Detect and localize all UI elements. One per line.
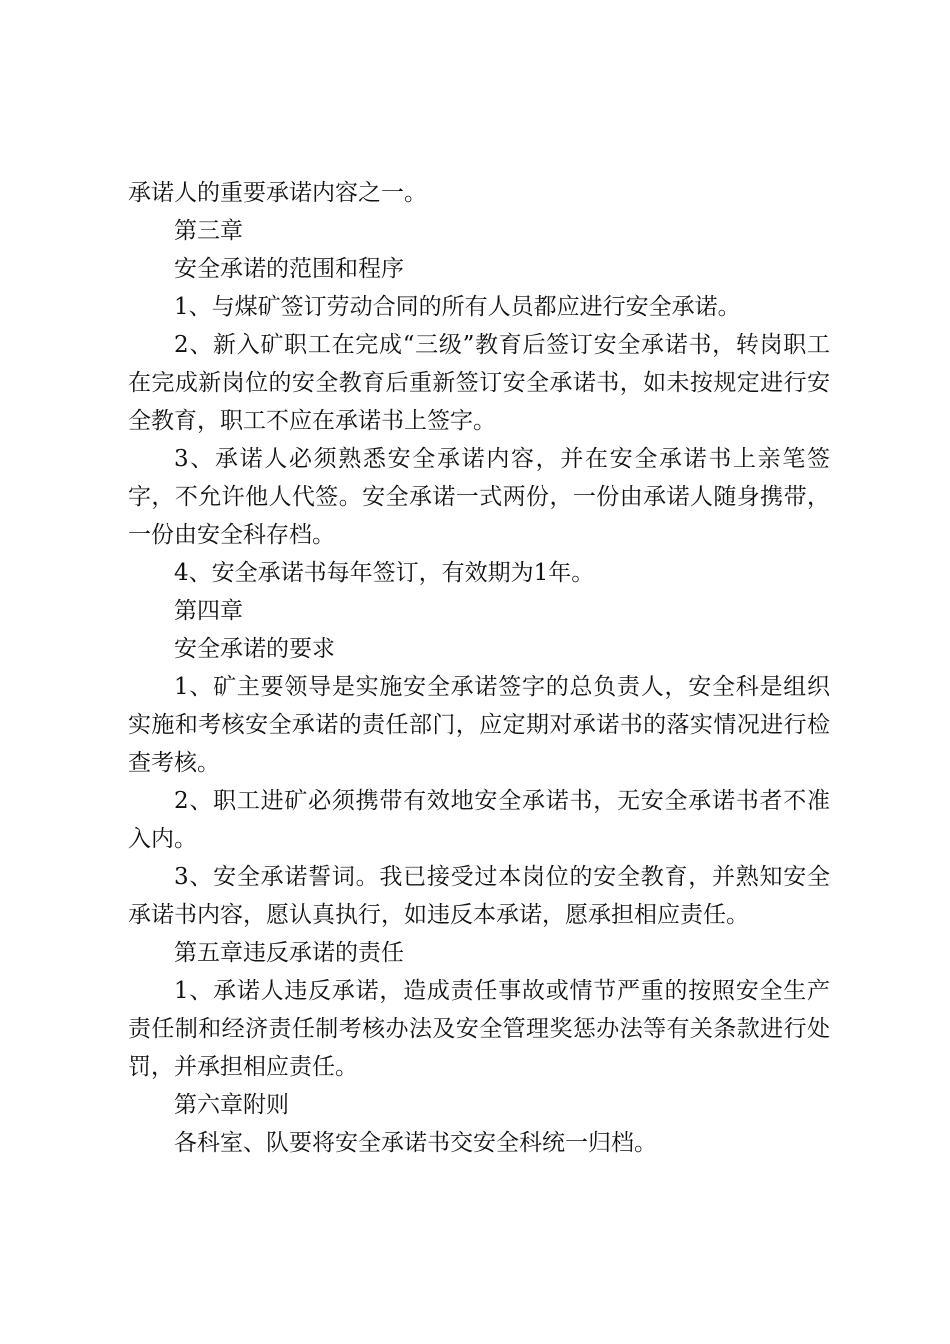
- chapter-5-heading: 第五章违反承诺的责任: [174, 940, 404, 966]
- chapter-3-item-2: 2、新入矿职工在完成“三级”教育后签订安全承诺书，转岗职工在完成新岗位的安全教育后重新签订安全承诺书，如未按规定进行安全教育，职工不应在承诺书上签字。: [128, 332, 830, 434]
- chapter-3-item-3: 3、承诺人必须熟悉安全承诺内容，并在安全承诺书上亲笔签字，不允许他人代签。安全承诺一式两份，一份由承诺人随身携带，一份由安全科存档。: [128, 446, 830, 548]
- chapter-4-item-1: 1、矿主要领导是实施安全承诺签字的总负责人，安全科是组织实施和考核安全承诺的责任部门，应定期对承诺书的落实情况进行检查考核。: [128, 674, 830, 776]
- chapter-5-item-1: 1、承诺人违反承诺，造成责任事故或情节严重的按照安全生产责任制和经济责任制考核办法及安全管理奖惩办法等有关条款进行处罚，并承担相应责任。: [128, 978, 830, 1080]
- chapter-6-heading: 第六章附则: [174, 1092, 289, 1118]
- chapter-3-item-1: 1、与煤矿签订劳动合同的所有人员都应进行安全承诺。: [174, 294, 741, 320]
- paragraph-continuation: 承诺人的重要承诺内容之一。: [128, 180, 427, 206]
- chapter-4-item-2: 2、职工进矿必须携带有效地安全承诺书，无安全承诺书者不准入内。: [128, 788, 830, 852]
- chapter-3-title: 安全承诺的范围和程序: [174, 256, 404, 282]
- chapter-6-item-1: 各科室、队要将安全承诺书交安全科统一归档。: [174, 1130, 657, 1156]
- chapter-4-heading: 第四章: [174, 598, 243, 624]
- chapter-3-heading: 第三章: [174, 218, 243, 244]
- chapter-4-item-3: 3、安全承诺誓词。我已接受过本岗位的安全教育，并熟知安全承诺书内容，愿认真执行，如违反本承诺，愿承担相应责任。: [128, 864, 830, 928]
- chapter-3-item-4: 4、安全承诺书每年签订，有效期为1年。: [174, 560, 595, 586]
- document-body: [128, 174, 830, 1162]
- chapter-4-title: 安全承诺的要求: [174, 636, 335, 662]
